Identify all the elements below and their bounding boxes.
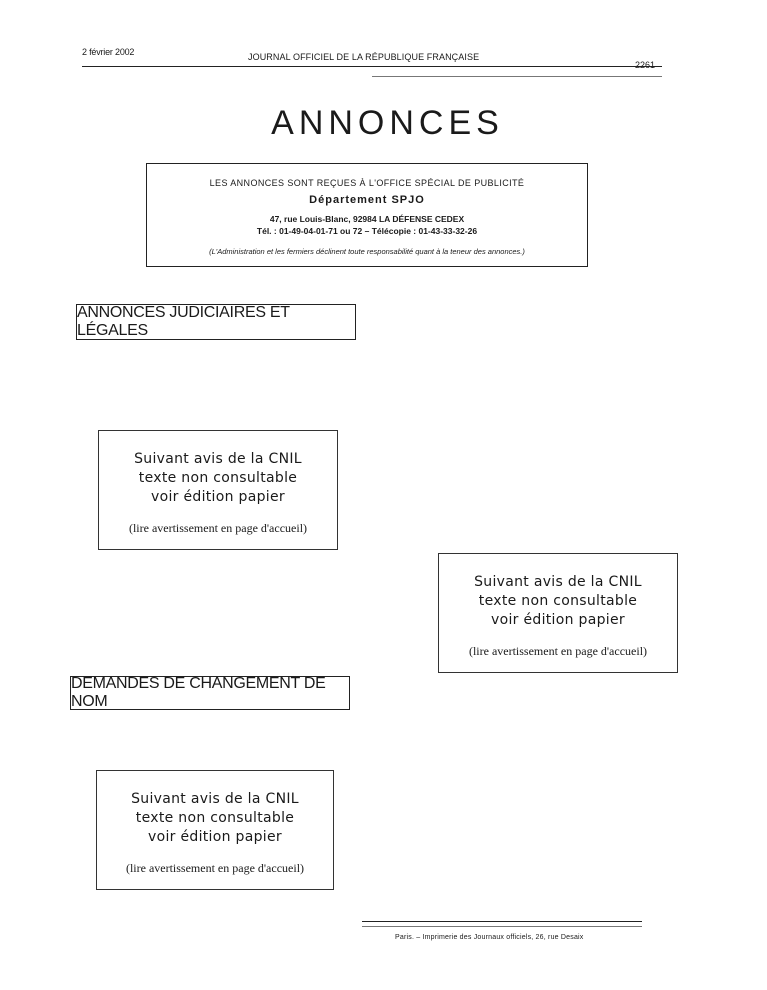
notice-line-2: texte non consultable (138, 470, 298, 486)
notice-line-4: (lire avertissement en page d'accueil) (128, 521, 308, 535)
cnil-notice (438, 553, 678, 673)
header-rule (82, 66, 662, 67)
notice-line-4: (lire avertissement en page d'accueil) (125, 861, 305, 875)
header-page-number: 2261 (635, 60, 656, 70)
info-address: 47, rue Louis-Blanc, 92984 LA DÉFENSE CEDEX (269, 214, 465, 224)
header-date: 2 février 2002 (82, 47, 135, 57)
info-phone: Tél. : 01-49-04-01-71 ou 72 – Télécopie : 01-43-33-32-26 (256, 226, 478, 236)
header-rule-thin (372, 76, 662, 77)
notice-line-3: voir édition papier (151, 489, 285, 505)
section-label: DEMANDES DE CHANGEMENT DE NOM (71, 675, 326, 710)
notice-line-1: Suivant avis de la CNIL (134, 451, 302, 467)
header-journal-title: JOURNAL OFFICIEL DE LA RÉPUBLIQUE FRANÇAISE (248, 52, 480, 62)
footer-rule-thin (362, 926, 642, 927)
notice-line-1: Suivant avis de la CNIL (474, 574, 642, 590)
notice-line-4: (lire avertissement en page d'accueil) (468, 644, 648, 658)
cnil-notice (98, 430, 338, 550)
cnil-notice (96, 770, 334, 890)
info-box (146, 163, 588, 267)
footer-rule (362, 921, 642, 922)
section-judicial-notices (76, 304, 356, 340)
footer-imprint: Paris. – Imprimerie des Journaux officiels, 26, rue Desaix (395, 934, 584, 941)
info-disclaimer: (L'Administration et les fermiers déclinent toute responsabilité quant à la teneur des annonces.) (209, 247, 525, 256)
section-label: ANNONCES JUDICIAIRES ET LÉGALES (77, 304, 290, 339)
notice-line-3: voir édition papier (148, 829, 282, 845)
info-line-offices: LES ANNONCES SONT REÇUES À L'OFFICE SPÉCIAL DE PUBLICITÉ (209, 178, 525, 188)
notice-line-2: texte non consultable (478, 593, 638, 609)
notice-line-1: Suivant avis de la CNIL (131, 791, 299, 807)
section-name-change-requests (70, 676, 350, 710)
info-department: Département SPJO (309, 194, 425, 206)
page-title: ANNONCES (271, 104, 504, 142)
notice-line-2: texte non consultable (135, 810, 295, 826)
notice-line-3: voir édition papier (491, 612, 625, 628)
